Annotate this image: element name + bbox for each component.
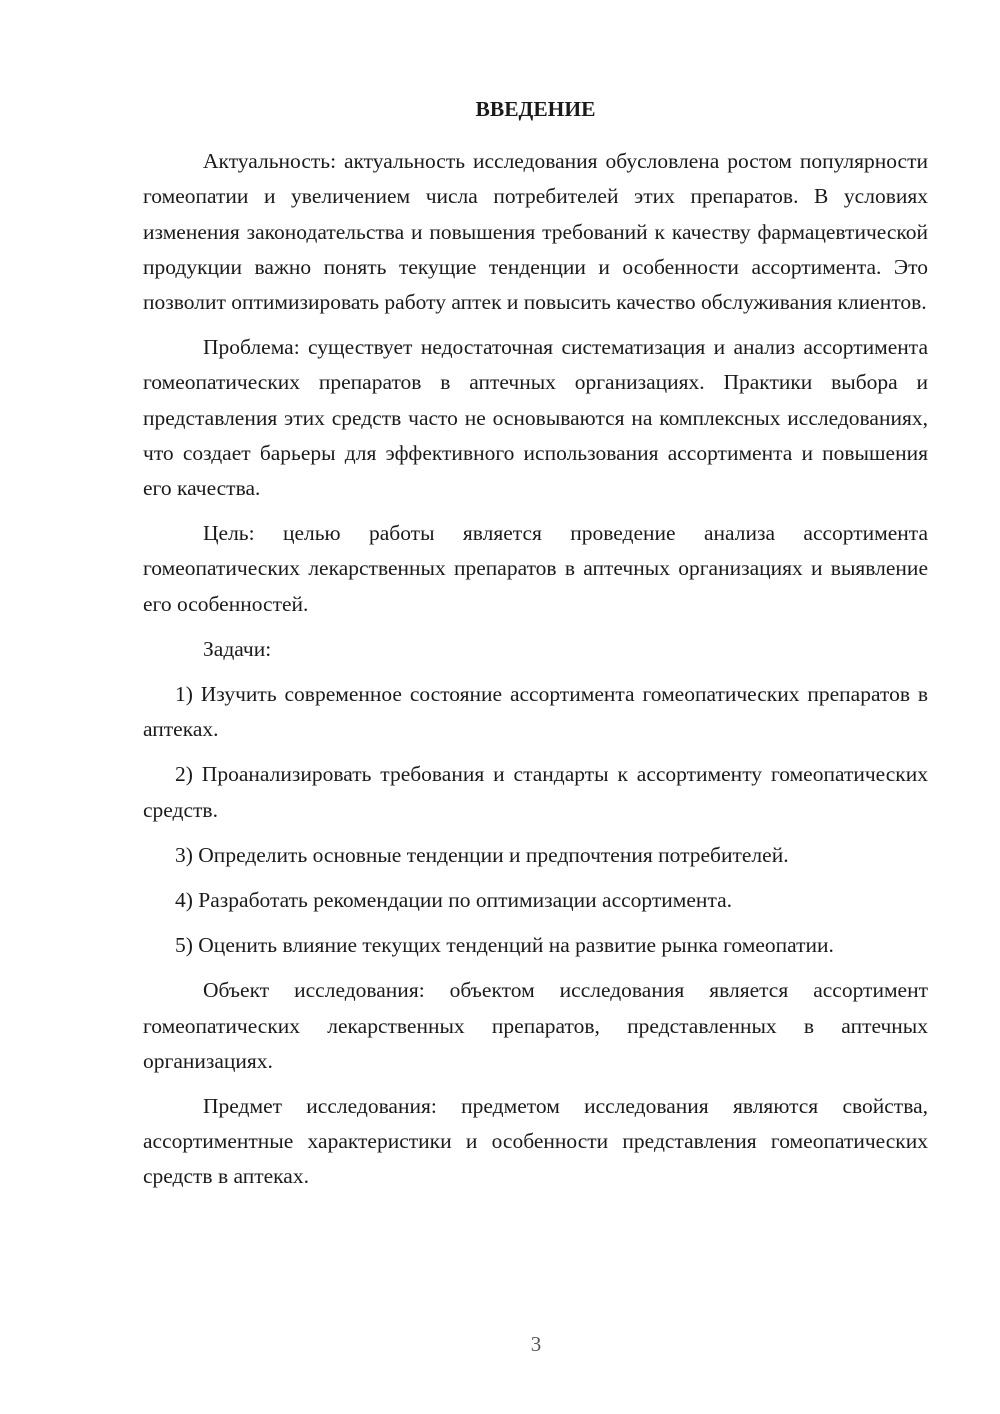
section-title: ВВЕДЕНИЕ [475, 97, 596, 121]
tasks-heading: Задачи: [203, 636, 272, 661]
tasks-list [143, 677, 928, 963]
paragraph-relevance: Актуальность: актуальность исследования обусловлена ростом популярности гомеопатии и увеличением числа потребителей этих препаратов. В условиях изменения законодательства и повышения требований к качеству фармацевтической продукции важно понять текущие тенденции и особенности ассортимента. Это позволит оптимизировать работу аптек и повысить качество обслуживания клиентов. [143, 149, 928, 315]
list-item: 3) Определить основные тенденции и предпочтения потребителей. [175, 842, 789, 867]
list-item: 4) Разработать рекомендации по оптимизации ассортимента. [175, 888, 733, 913]
paragraph-goal: Цель: целью работы является проведение анализа ассортимента гомеопатических лекарственных препаратов в аптечных организациях и выявление его особенностей. [143, 521, 928, 616]
paragraph-problem: Проблема: существует недостаточная систематизация и анализ ассортимента гомеопатических препаратов в аптечных организациях. Практики выбора и представления этих средств часто не основываются на комплексных исследованиях, что создает барьеры для эффективного использования ассортимента и повышения его качества. [143, 335, 928, 501]
paragraph-subject: Предмет исследования: предметом исследования являются свойства, ассортиментные характеристики и особенности представления гомеопатических средств в аптеках. [143, 1094, 928, 1189]
paragraph-object: Объект исследования: объектом исследования является ассортимент гомеопатических лекарственных препаратов, представленных в аптечных организациях. [143, 978, 928, 1073]
page-number: 3 [530, 1332, 542, 1356]
list-item: 1) Изучить современное состояние ассортимента гомеопатических препаратов в аптеках. [143, 682, 928, 742]
list-item: 5) Оценить влияние текущих тенденций на развитие рынка гомеопатии. [175, 933, 834, 958]
list-item: 2) Проанализировать требования и стандарты к ассортименту гомеопатических средств. [143, 762, 928, 822]
document-page [143, 92, 928, 1205]
